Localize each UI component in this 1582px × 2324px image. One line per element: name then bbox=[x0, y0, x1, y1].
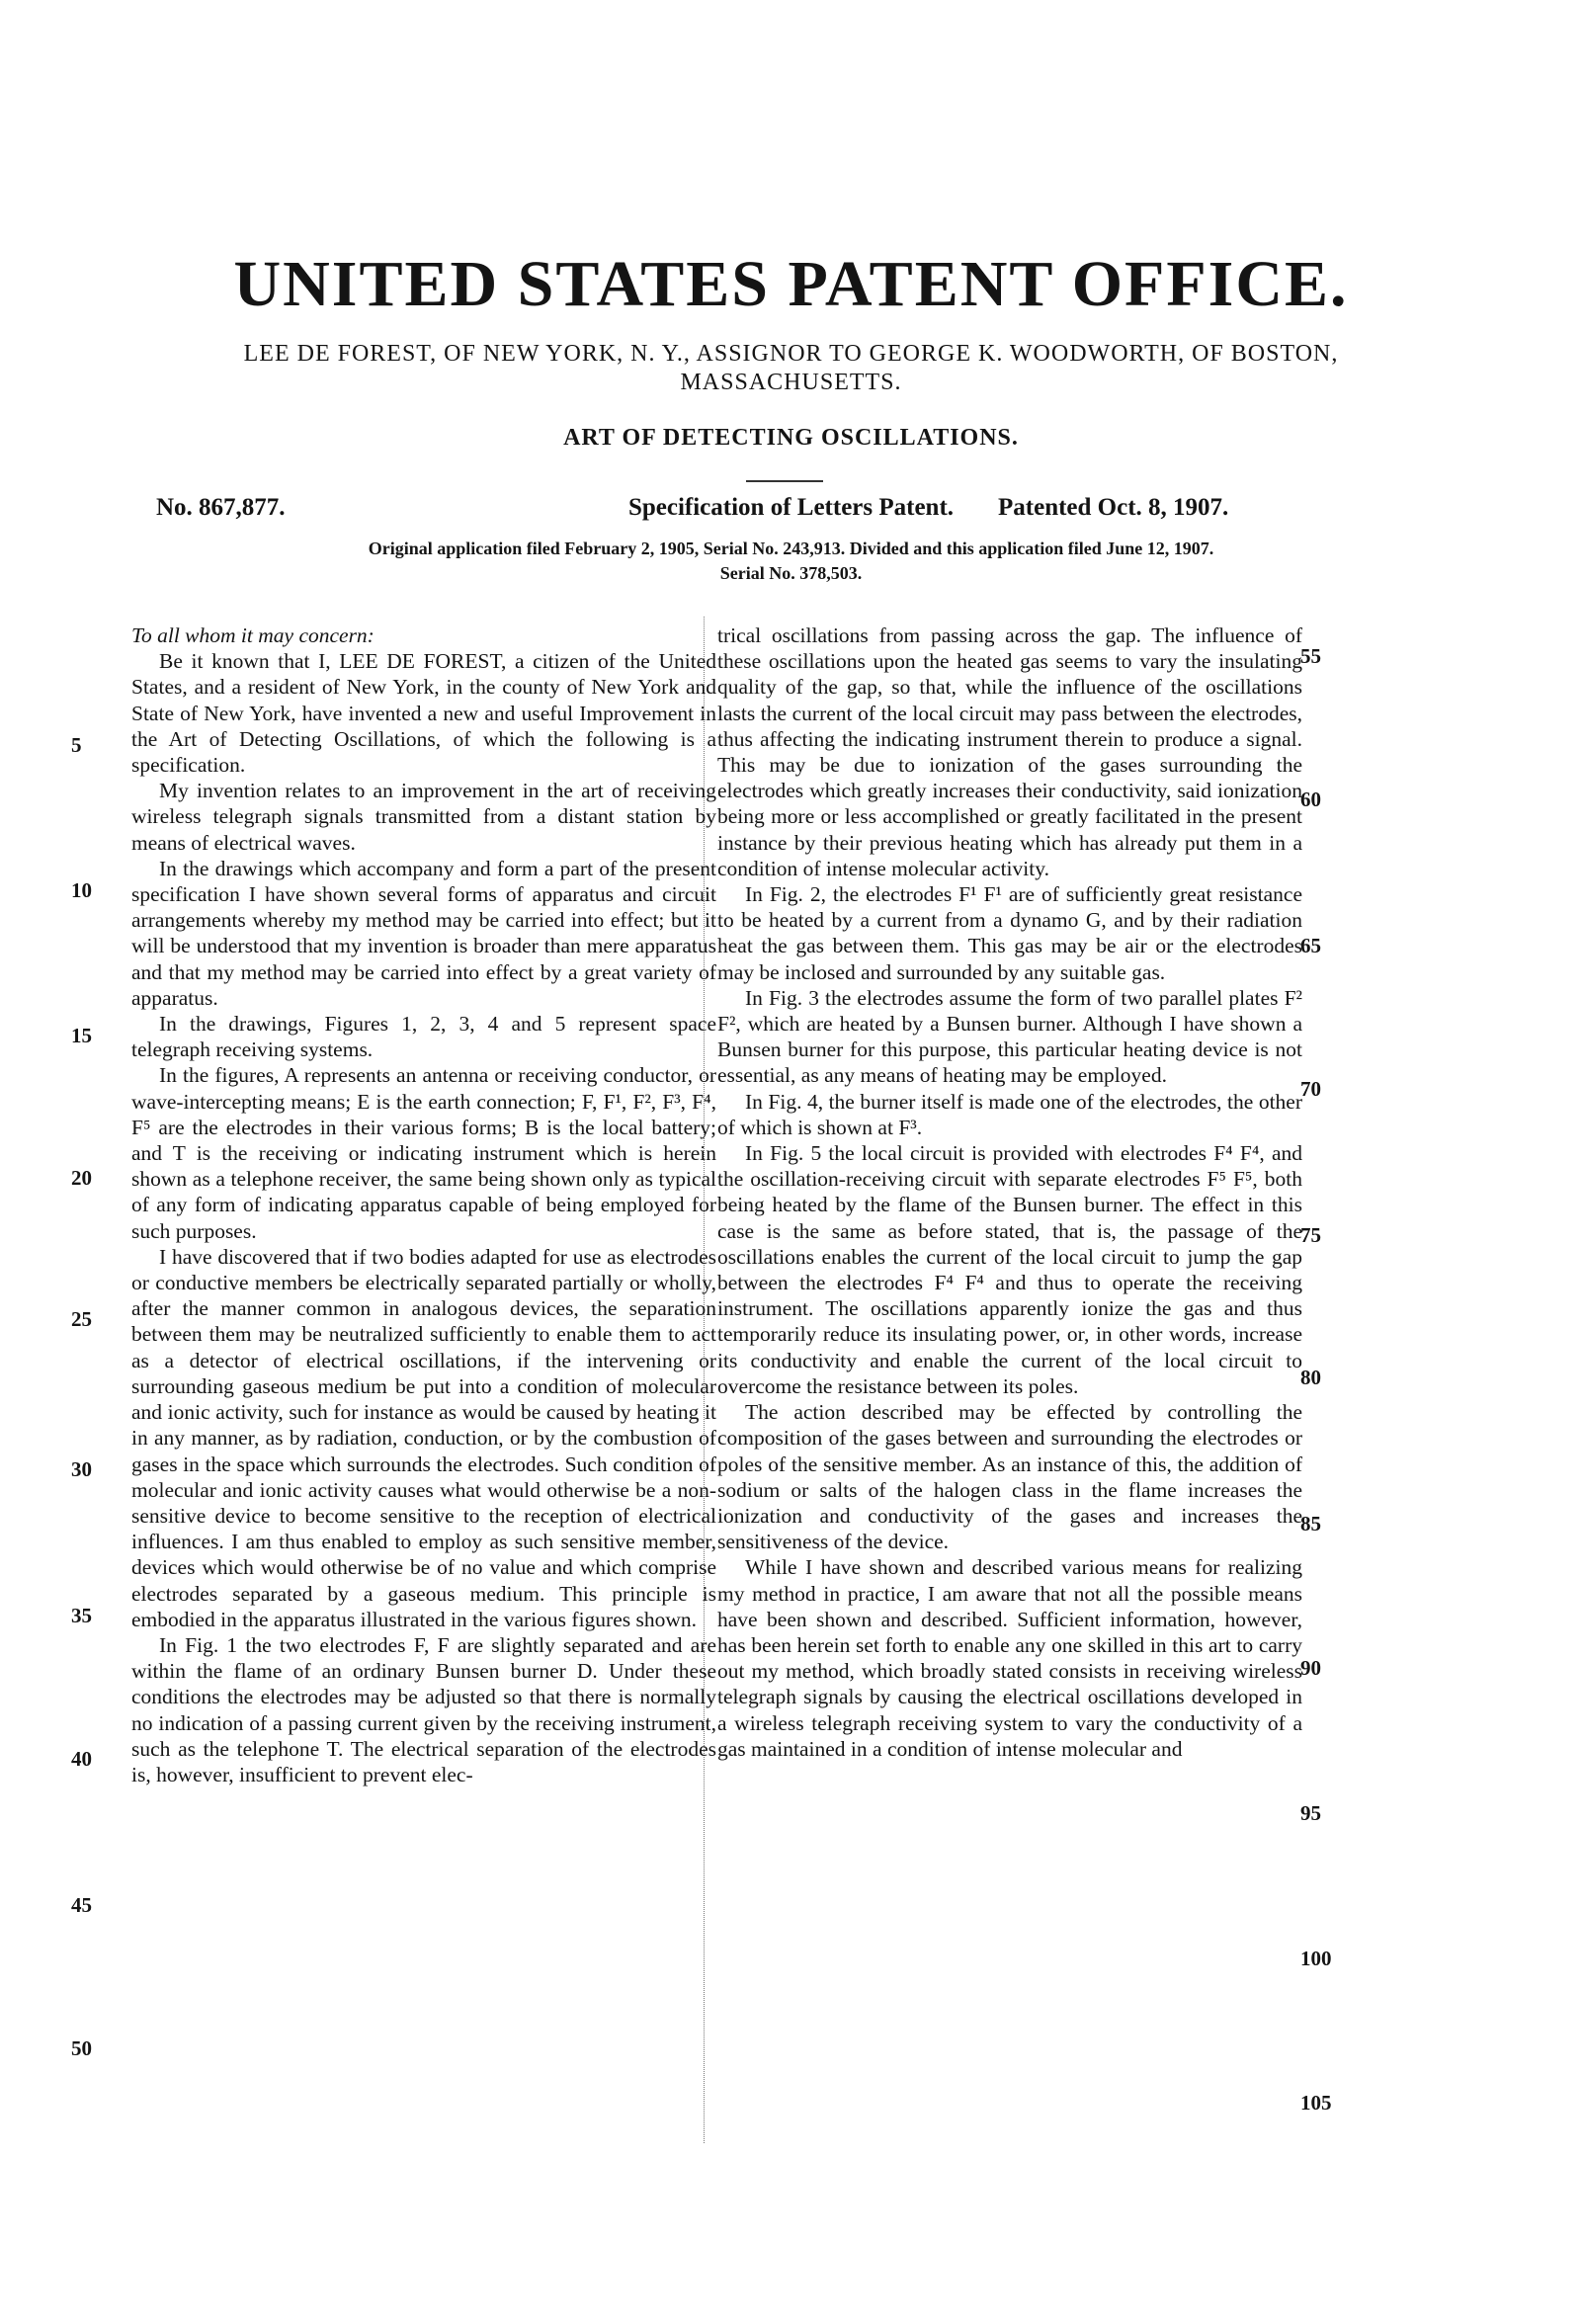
paragraph: trical oscillations from passing across the gap. The influence of these oscillations upon the heated gas seems to vary the insulating quality of the gap, so that, while the influence of the oscillations lasts the current of the local circuit may pass between the electrodes, thus affecting the indicating instrument therein to produce a signal. This may be due to ionization of the gases surrounding the electrodes which greatly increases their conductivity, said ionization being more or less accomplished or greatly facilitated in the present instance by their previous heating which has already put them in a condition of intense molecular activity. bbox=[717, 623, 1302, 880]
line-number: 20 bbox=[71, 1166, 92, 1190]
line-number: 30 bbox=[71, 1457, 92, 1481]
line-number: 70 bbox=[1300, 1077, 1321, 1101]
line-number: 45 bbox=[71, 1893, 92, 1917]
assignee-line-state: MASSACHUSETTS. bbox=[680, 370, 902, 395]
line-number: 55 bbox=[1300, 644, 1321, 668]
line-number: 65 bbox=[1300, 934, 1321, 957]
paragraph: In Fig. 4, the burner itself is made one of the electrodes, the other of which is shown at F³. bbox=[717, 1089, 1302, 1139]
line-number: 80 bbox=[1300, 1366, 1321, 1389]
paragraph: Be it known that I, LEE DE FOREST, a citizen of the United States, and a resident of New York, in the county of New York and State of New York, have invented a new and useful Improvement in the Art of Detecting Oscillations, of which the following is a specification. bbox=[131, 649, 716, 778]
paragraph: The action described may be effected by controlling the composition of the gases between and surrounding the electrodes or poles of the sensitive member. As an instance of this, the addition of sodium or salts of the halogen class in the flame increases the ionization and conductivity of the gases and increases the sensitiveness of the device. bbox=[717, 1400, 1302, 1554]
paragraph: In Fig. 2, the electrodes F¹ F¹ are of sufficiently great resistance to be heated by a current from a dynamo G, and by their radiation heat the gas between them. This gas may be air or the electrodes may be inclosed and surrounded by any suitable gas. bbox=[717, 882, 1302, 984]
paragraph: In Fig. 3 the electrodes assume the form of two parallel plates F² F², which are heated by a Bunsen burner. Although I have shown a Bunsen burner for this purpose, this particular heating device is not essential, as any means of heating may be employed. bbox=[717, 985, 1302, 1088]
left-text-column bbox=[131, 622, 716, 1787]
line-number: 105 bbox=[1300, 2091, 1332, 2115]
line-number: 50 bbox=[71, 2036, 92, 2060]
line-number: 100 bbox=[1300, 1947, 1332, 1970]
line-number: 15 bbox=[71, 1024, 92, 1047]
assignee-line: LEE DE FOREST, OF NEW YORK, N. Y., ASSIGNOR TO GEORGE K. WOODWORTH, OF BOSTON, bbox=[243, 341, 1339, 367]
line-number: 90 bbox=[1300, 1656, 1321, 1680]
specification-label: Specification of Letters Patent. bbox=[627, 494, 955, 521]
paragraph: In the drawings, Figures 1, 2, 3, 4 and 5 represent space telegraph receiving systems. bbox=[131, 1012, 716, 1062]
paragraph: In Fig. 1 the two electrodes F, F are slightly separated and are within the flame of an ordinary Bunsen burner D. Under these conditions the electrodes may be adjusted so that there is normally no indication of a passing current given by the receiving instrument, such as the telephone T. The electrical separation of the electrodes is, however, insufficient to prevent elec- bbox=[131, 1632, 716, 1786]
line-number: 40 bbox=[71, 1747, 92, 1771]
line-number: 25 bbox=[71, 1307, 92, 1331]
line-number: 35 bbox=[71, 1604, 92, 1627]
invention-title: ART OF DETECTING OSCILLATIONS. bbox=[563, 425, 1019, 451]
patented-date: Patented Oct. 8, 1907. bbox=[998, 494, 1229, 521]
title-rule bbox=[746, 480, 823, 482]
right-text-column bbox=[717, 622, 1302, 1762]
salutation: To all whom it may concern: bbox=[131, 623, 375, 647]
patent-number: No. 867,877. bbox=[156, 494, 286, 521]
paragraph: In the figures, A represents an antenna or receiving conductor, or wave-intercepting means; E is the earth connection; F, F¹, F², F³, F⁴, F⁵ are the electrodes in their various forms; B is the local battery; and T is the receiving or indicating instrument which is herein shown as a telephone receiver, the same being shown only as typical of any form of indicating apparatus capable of being employed for such purposes. bbox=[131, 1063, 716, 1243]
paragraph: My invention relates to an improvement in the art of receiving wireless telegraph signals transmitted from a distant station by means of electrical waves. bbox=[131, 779, 716, 855]
line-number: 10 bbox=[71, 878, 92, 902]
line-number: 85 bbox=[1300, 1512, 1321, 1536]
line-number: 95 bbox=[1300, 1801, 1321, 1825]
paragraph: In Fig. 5 the local circuit is provided with electrodes F⁴ F⁴, and the oscillation-receiving circuit with separate electrodes F⁵ F⁵, both being heated by the flame of the Bunsen burner. The effect in this case is the same as before stated, that is, the passage of the oscillations enables the current of the local circuit to jump the gap between the electrodes F⁴ F⁴ and thus to operate the receiving instrument. The oscillations apparently ionize the gas and thus temporarily reduce its insulating power, or, in other words, increase its conductivity and enable the current of the local circuit to overcome the resistance between its poles. bbox=[717, 1141, 1302, 1398]
line-number: 60 bbox=[1300, 788, 1321, 811]
paragraph: I have discovered that if two bodies adapted for use as electrodes or conductive members be electrically separated partially or wholly, after the manner common in analogous devices, the separation between them may be neutralized sufficiently to enable them to act as a detector of electrical oscillations, if the intervening or surrounding gaseous medium be put into a condition of molecular and ionic activity, such for instance as would be caused by heating it in any manner, as by radiation, conduction, or by the combustion of gases in the space which surrounds the electrodes. Such condition of molecular and ionic activity causes what would otherwise be a non-sensitive device to become sensitive to the reception of electrical influences. I am thus enabled to employ as such sensitive member, devices which would otherwise be of no value and which comprise electrodes separated by a gaseous medium. This principle is embodied in the apparatus illustrated in the various figures shown. bbox=[131, 1244, 716, 1631]
paragraph: In the drawings which accompany and form a part of the present specification I have shown several forms of apparatus and circuit arrangements whereby my method may be carried into effect; but it will be understood that my invention is broader than mere apparatus and that my method may be carried into effect by a great variety of apparatus. bbox=[131, 856, 716, 1010]
application-info: Original application filed February 2, 1905, Serial No. 243,913. Divided and this application filed June 12, 1907. bbox=[368, 539, 1214, 558]
line-number: 5 bbox=[71, 733, 82, 757]
paragraph: While I have shown and described various means for realizing my method in practice, I am aware that not all the possible means have been shown and described. Sufficient information, however, has been herein set forth to enable any one skilled in this art to carry out my method, which broadly stated consists in receiving wireless telegraph signals by causing the electrical oscillations developed in a wireless telegraph receiving system to vary the conductivity of a gas maintained in a condition of intense molecular and bbox=[717, 1555, 1302, 1761]
line-number: 75 bbox=[1300, 1223, 1321, 1247]
serial-number: Serial No. 378,503. bbox=[719, 563, 863, 583]
patent-office-heading: UNITED STATES PATENT OFFICE. bbox=[233, 248, 1349, 320]
